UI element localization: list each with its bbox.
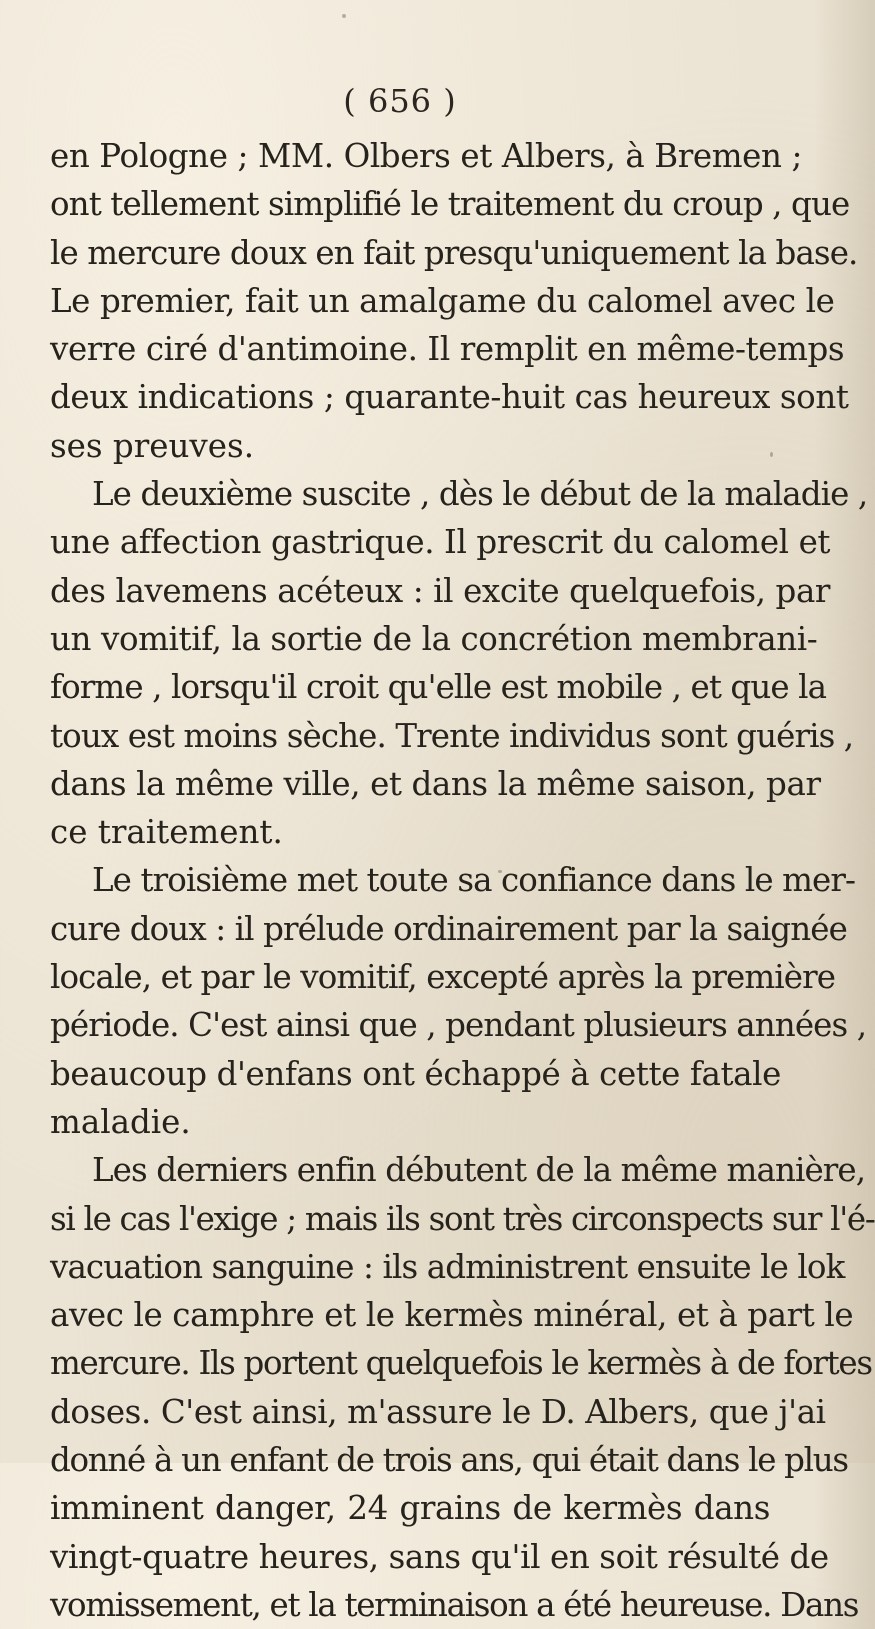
text-line: avec le camphre et le kermès minéral, et à part le xyxy=(50,1296,854,1335)
text-line: maladie. xyxy=(50,1102,191,1141)
text-line: ses preuves. xyxy=(50,426,255,465)
paper-speck xyxy=(770,452,773,457)
text-line: vacuation sanguine : ils administrent ensuite le lok xyxy=(50,1247,845,1286)
text-line: ont tellement simplifié le traitement du croup , que xyxy=(50,185,850,224)
text-line: en Pologne ; MM. Olbers et Albers, à Bremen ; xyxy=(50,137,803,175)
text-line: dans la même ville, et dans la même saison, par xyxy=(50,764,821,803)
text-line: deux indications ; quarante-huit cas heureux sont xyxy=(50,378,849,417)
body-text xyxy=(50,132,875,1629)
text-line: cure doux : il prélude ordinairement par la saignée xyxy=(50,909,847,948)
text-line: vomissement, et la terminaison a été heureuse. Dans xyxy=(50,1585,859,1624)
text-line: locale, et par le vomitif, excepté après la première xyxy=(50,958,836,997)
page-number: ( 656 ) xyxy=(343,82,457,120)
text-line: beaucoup d'enfans ont échappé à cette fatale xyxy=(50,1054,781,1093)
text-line: si le cas l'exige ; mais ils sont très circonspects sur l'é- xyxy=(50,1199,875,1238)
text-line: période. C'est ainsi que , pendant plusieurs années , xyxy=(50,1006,867,1045)
text-line: imminent danger, 24 grains de kermès dans xyxy=(50,1489,770,1528)
text-line: le mercure doux en fait presqu'uniquement la base. xyxy=(50,233,858,272)
text-line: ce traitement. xyxy=(50,813,283,852)
text-line: donné à un enfant de trois ans, qui était dans le plus xyxy=(50,1441,848,1480)
text-line: Le premier, fait un amalgame du calomel avec le xyxy=(50,281,835,320)
paper-speck xyxy=(342,14,346,18)
text-line: un vomitif, la sortie de la concrétion membrani- xyxy=(50,619,818,658)
text-line: Le deuxième suscite , dès le début de la maladie , xyxy=(92,475,868,514)
text-line: Les derniers enfin débutent de la même manière, xyxy=(92,1151,866,1190)
text-line: des lavemens acéteux : il excite quelquefois, par xyxy=(50,571,831,610)
text-line: Le troisième met toute sa confiance dans le mer- xyxy=(92,861,856,900)
text-line: toux est moins sèche. Trente individus sont guéris , xyxy=(50,716,854,755)
text-line: une affection gastrique. Il prescrit du calomel et xyxy=(50,523,831,562)
text-line: mercure. Ils portent quelquefois le kermès à de fortes xyxy=(50,1344,872,1383)
text-line: verre ciré d'antimoine. Il remplit en même-temps xyxy=(50,330,845,369)
text-line: vingt-quatre heures, sans qu'il en soit résulté de xyxy=(50,1537,829,1576)
text-line: forme , lorsqu'il croit qu'elle est mobile , et que la xyxy=(50,668,827,707)
text-line: doses. C'est ainsi, m'assure le D. Albers, que j'ai xyxy=(50,1392,826,1431)
